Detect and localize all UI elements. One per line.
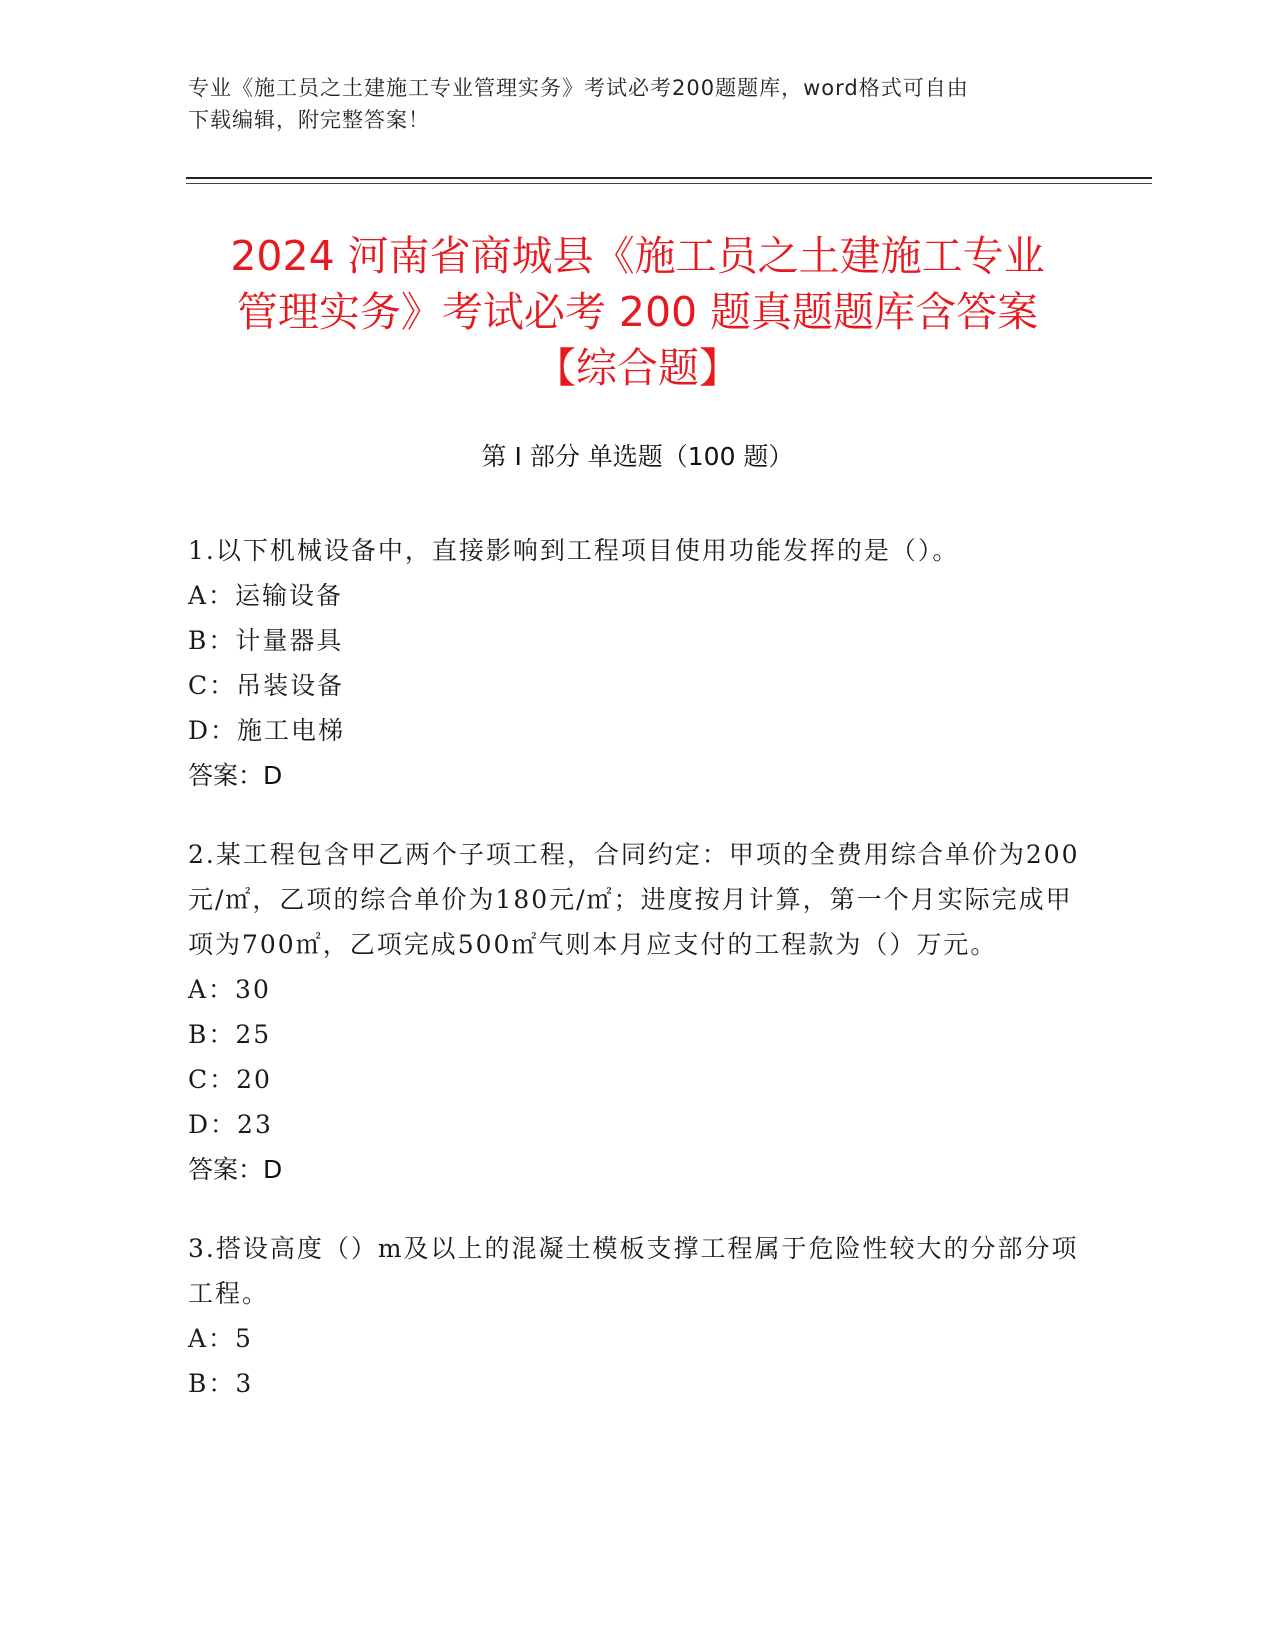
header-divider-thin	[186, 183, 1152, 184]
question-stem: 3.搭设高度（）m及以上的混凝土模板支撑工程属于危险性较大的分部分项工程。	[188, 1234, 1079, 1308]
question-2	[188, 832, 1088, 1192]
title-line-3: 【综合题】	[535, 344, 740, 392]
header-divider-thick	[186, 177, 1152, 179]
document-title	[150, 228, 1125, 396]
header-note-line-2: 下载编辑，附完整答案！	[188, 108, 430, 132]
section-title: 第 I 部分 单选题（100 题）	[481, 442, 794, 471]
option-a: A：运输设备	[188, 581, 344, 610]
option-b: B：3	[188, 1369, 254, 1398]
answer: 答案：D	[188, 761, 283, 790]
question-3	[188, 1226, 1088, 1406]
option-c: C：20	[188, 1065, 272, 1094]
question-list	[188, 528, 1088, 1440]
option-a: A：30	[188, 975, 271, 1004]
answer: 答案：D	[188, 1155, 283, 1184]
question-stem: 1.以下机械设备中，直接影响到工程项目使用功能发挥的是（）。	[188, 536, 960, 565]
title-line-2: 管理实务》考试必考 200 题真题题库含答案	[236, 288, 1039, 336]
option-c: C：吊装设备	[188, 671, 345, 700]
title-line-1: 2024 河南省商城县《施工员之土建施工专业	[230, 232, 1045, 280]
option-d: D：施工电梯	[188, 716, 346, 745]
option-b: B：25	[188, 1020, 272, 1049]
question-stem: 2.某工程包含甲乙两个子项工程，合同约定：甲项的全费用综合单价为200元/㎡，乙项的综合单价为180元/㎡；进度按月计算，第一个月实际完成甲项为700㎡，乙项完成500㎡气则本月应支付的工程款为（）万元。	[188, 840, 1080, 959]
header-note-line-1: 专业《施工员之土建施工专业管理实务》考试必考200题题库，word格式可自由	[188, 76, 969, 100]
option-d: D：23	[188, 1110, 273, 1139]
question-1	[188, 528, 1088, 798]
header-note	[188, 72, 1088, 136]
option-b: B：计量器具	[188, 626, 344, 655]
option-a: A：5	[188, 1324, 253, 1353]
